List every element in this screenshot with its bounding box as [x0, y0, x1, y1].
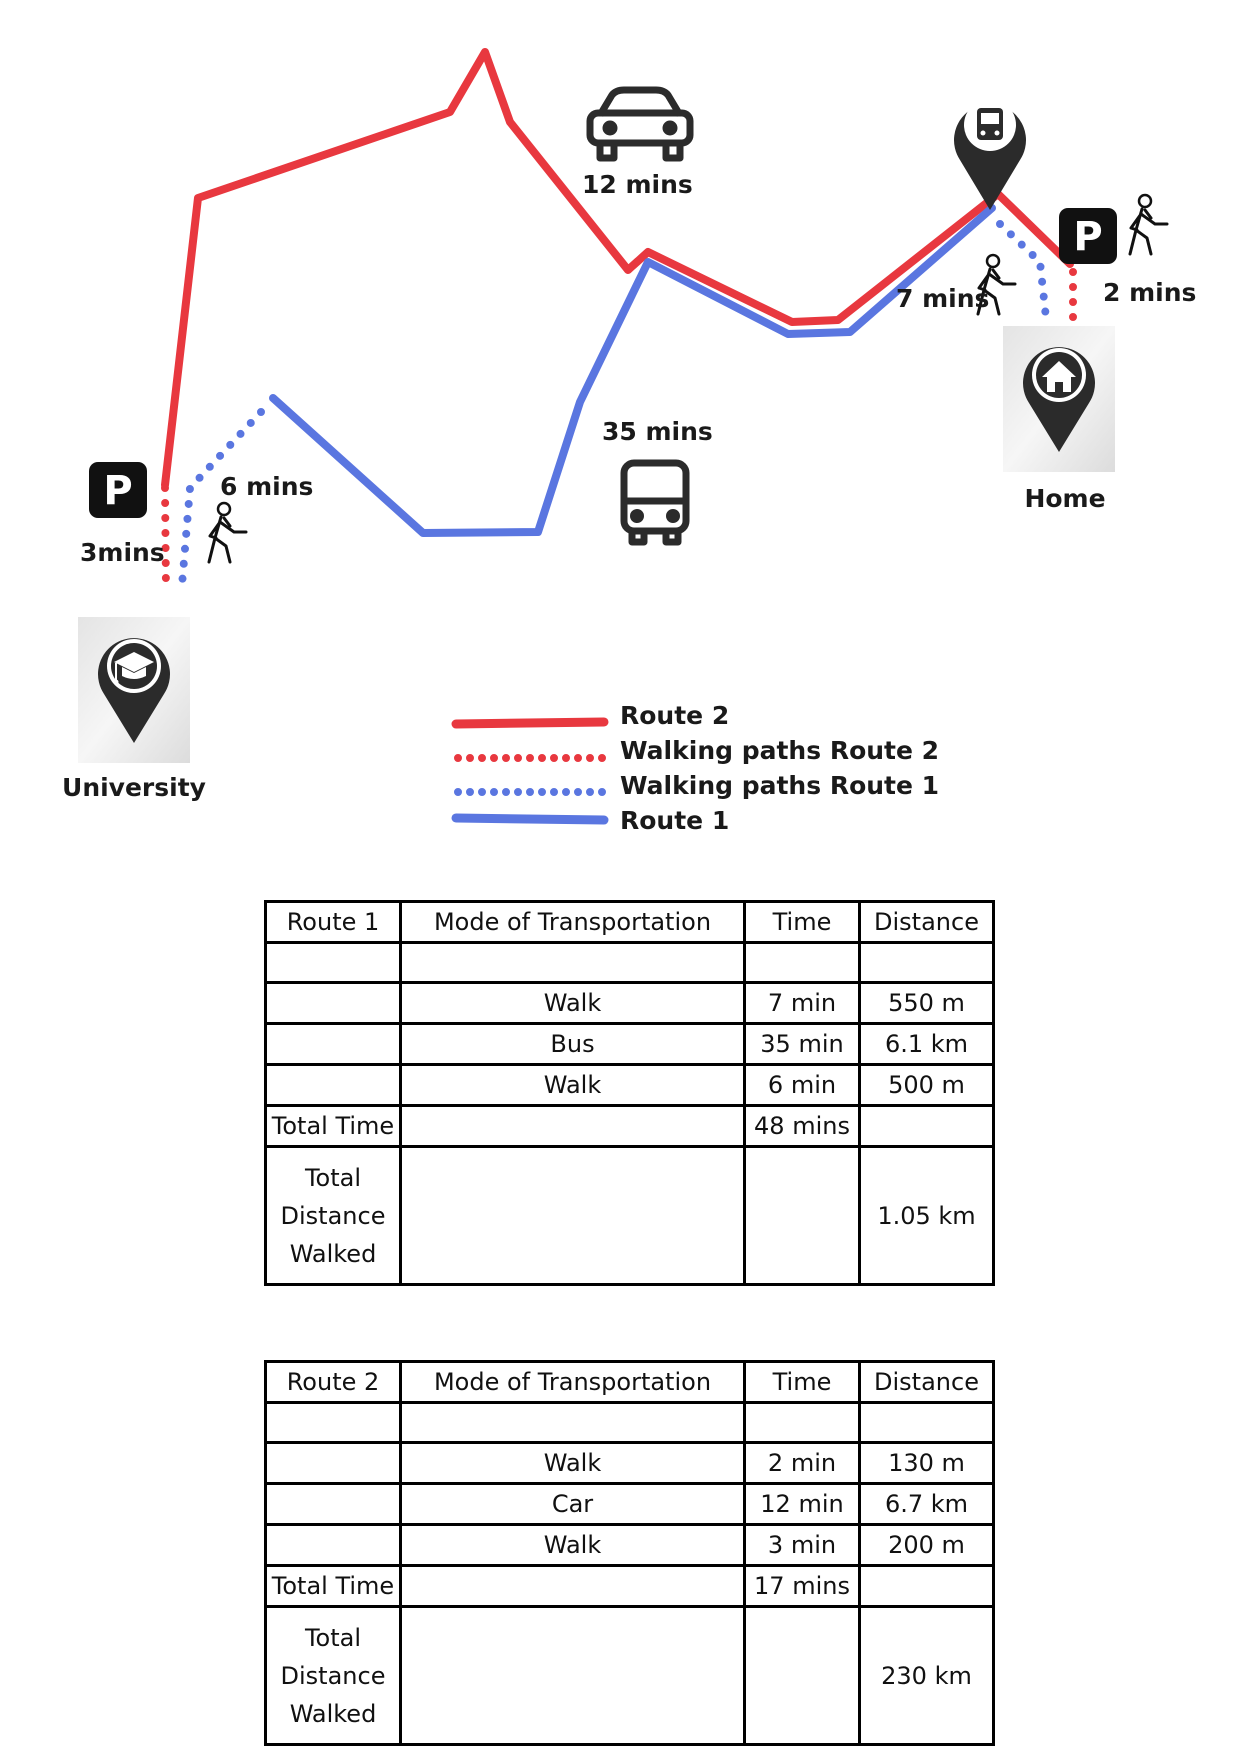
table-header-row [266, 902, 994, 943]
car-icon [590, 90, 690, 158]
cell-distance: 550 m [860, 983, 994, 1024]
header-mode: Mode of Transportation [401, 902, 745, 943]
total-time-value: 17 mins [745, 1566, 860, 1607]
legend-walking-route1: Walking paths Route 1 [620, 771, 940, 800]
cell-mode: Walk [401, 983, 745, 1024]
cell-mode: Car [401, 1484, 745, 1525]
header-route: Route 2 [266, 1362, 401, 1403]
total-distance-label: Total Distance Walked [266, 1147, 401, 1285]
total-distance-value: 1.05 km [860, 1147, 994, 1285]
cell-mode: Bus [401, 1024, 745, 1065]
table-row-empty [266, 943, 994, 983]
cell-time: 2 min [745, 1443, 860, 1484]
cell-distance: 130 m [860, 1443, 994, 1484]
total-time-label: Total Time [266, 1106, 401, 1147]
cell-mode: Walk [401, 1443, 745, 1484]
table-row [266, 983, 994, 1024]
time-label-bus: 35 mins [602, 417, 713, 446]
legend [456, 701, 939, 835]
table-row [266, 1024, 994, 1065]
table-row [266, 1443, 994, 1484]
university-label: University [62, 773, 206, 802]
route1-line [273, 208, 992, 533]
total-time-value: 48 mins [745, 1106, 860, 1147]
legend-walking-route2: Walking paths Route 2 [620, 736, 940, 765]
parking-icon [1059, 208, 1117, 264]
pedestrian-icon [209, 503, 246, 562]
cell-time: 7 min [745, 983, 860, 1024]
cell-distance: 500 m [860, 1065, 994, 1106]
table-header-row [266, 1362, 994, 1403]
cell-time: 12 min [745, 1484, 860, 1525]
cell-distance: 6.1 km [860, 1024, 994, 1065]
cell-time: 3 min [745, 1525, 860, 1566]
total-time-row [266, 1106, 994, 1147]
route2-table [264, 1360, 995, 1746]
time-label-walk-home-route2: 2 mins [1103, 278, 1197, 307]
cell-time: 6 min [745, 1065, 860, 1106]
time-label-walk-home-route1: 7 mins [896, 284, 990, 313]
cell-distance: 200 m [860, 1525, 994, 1566]
route1-table [264, 900, 995, 1286]
svg-text:P: P [1073, 214, 1103, 260]
total-distance-value: 230 km [860, 1607, 994, 1745]
legend-route1: Route 1 [620, 806, 730, 835]
header-time: Time [745, 1362, 860, 1403]
walking-path-route2-university [165, 488, 166, 590]
table-row [266, 1065, 994, 1106]
bus-icon [624, 463, 686, 542]
home-label: Home [1024, 484, 1106, 513]
total-distance-row [266, 1607, 994, 1745]
header-time: Time [745, 902, 860, 943]
total-time-row [266, 1566, 994, 1607]
time-label-walk-university-route1: 6 mins [220, 472, 314, 501]
total-distance-row [266, 1147, 994, 1285]
header-distance: Distance [860, 902, 994, 943]
time-label-car: 12 mins [582, 170, 693, 199]
total-time-label: Total Time [266, 1566, 401, 1607]
legend-route2: Route 2 [620, 701, 730, 730]
parking-icon [89, 462, 147, 518]
bus-stop-icon[interactable] [954, 99, 1026, 210]
table-row [266, 1525, 994, 1566]
header-mode: Mode of Transportation [401, 1362, 745, 1403]
home-marker[interactable] [1003, 326, 1115, 472]
pedestrian-icon [1130, 195, 1167, 254]
total-distance-label: Total Distance Walked [266, 1607, 401, 1745]
cell-mode: Walk [401, 1065, 745, 1106]
header-route: Route 1 [266, 902, 401, 943]
time-label-walk-university-route2: 3mins [80, 538, 165, 567]
cell-time: 35 min [745, 1024, 860, 1065]
table-row [266, 1484, 994, 1525]
table-row-empty [266, 1403, 994, 1443]
cell-distance: 6.7 km [860, 1484, 994, 1525]
header-distance: Distance [860, 1362, 994, 1403]
svg-text:P: P [103, 468, 133, 514]
cell-mode: Walk [401, 1525, 745, 1566]
university-marker[interactable] [78, 617, 190, 763]
